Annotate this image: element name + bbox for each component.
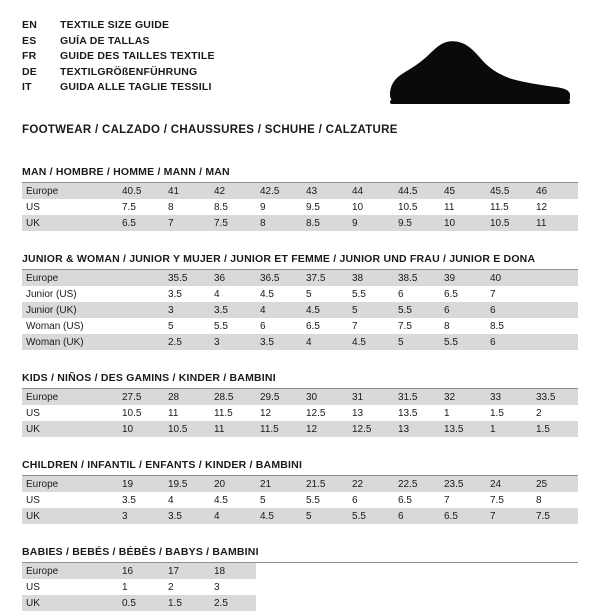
size-group-children <box>22 459 578 524</box>
size-cell-empty <box>486 579 532 595</box>
size-cell <box>532 270 578 286</box>
size-cell: 6 <box>352 494 358 506</box>
size-cell: 27.5 <box>118 389 164 405</box>
size-cell: 5.5 <box>348 508 394 524</box>
size-cell: 40.5 <box>118 183 164 199</box>
size-cell: 5 <box>260 494 266 506</box>
size-cell <box>532 286 578 302</box>
size-cell: 7.5 <box>532 508 578 524</box>
size-cell-empty <box>440 595 486 611</box>
language-row <box>22 34 215 50</box>
size-cell-empty <box>440 563 486 579</box>
size-cell: 19 <box>118 476 164 492</box>
size-cell: 10 <box>118 421 164 437</box>
language-code: DE <box>22 65 37 78</box>
size-cell: 4.5 <box>256 508 302 524</box>
row-label: UK <box>22 421 118 437</box>
size-cell: 46 <box>532 183 578 199</box>
language-title: GUIDE DES TAILLES TEXTILE <box>60 50 215 62</box>
size-cell: 10.5 <box>486 215 532 231</box>
size-cell: 11 <box>532 215 578 231</box>
size-cell: 40 <box>486 270 532 286</box>
size-cell: 45.5 <box>486 183 532 199</box>
table-row <box>22 334 578 350</box>
size-cell-empty <box>256 563 302 579</box>
size-cell: 36 <box>210 270 256 286</box>
size-table <box>22 183 578 231</box>
size-group-babies <box>22 546 578 611</box>
size-cell: 2.5 <box>164 334 210 350</box>
size-cell <box>532 302 578 318</box>
size-cell: 3 <box>210 334 256 350</box>
language-code: IT <box>22 81 32 93</box>
size-cell: 12.5 <box>348 421 394 437</box>
size-cell: 22 <box>348 476 394 492</box>
size-cell: 39 <box>440 270 486 286</box>
language-title-table <box>22 18 215 96</box>
size-cell: 7 <box>444 494 450 506</box>
size-cell-empty <box>486 595 532 611</box>
size-cell: 16 <box>118 563 164 579</box>
size-cell-empty <box>348 579 394 595</box>
size-cell: 3 <box>164 302 210 318</box>
group-title: BABIES / BEBÉS / BÉBÉS / BABYS / BAMBINI <box>22 546 259 558</box>
table-row <box>22 476 578 492</box>
size-cell: 42.5 <box>256 183 302 199</box>
size-cell: 13.5 <box>440 421 486 437</box>
size-cell-empty <box>348 563 394 579</box>
size-table <box>22 476 578 524</box>
size-cell: 8.5 <box>302 215 348 231</box>
size-cell: 2 <box>168 581 174 593</box>
size-cell: 0.5 <box>118 595 164 611</box>
size-cell: 2 <box>536 407 542 419</box>
size-cell-empty <box>394 563 440 579</box>
table-row <box>22 508 578 524</box>
row-label: US <box>26 494 40 506</box>
size-cell: 6 <box>394 508 440 524</box>
size-cell: 4 <box>210 508 256 524</box>
size-cell: 6 <box>398 288 404 300</box>
size-cell: 7.5 <box>398 320 412 332</box>
size-cell: 8 <box>168 201 174 213</box>
size-cell <box>118 286 164 302</box>
size-cell: 7.5 <box>210 215 256 231</box>
size-cell: 13 <box>394 421 440 437</box>
language-title: TEXTILGRÖßENFÜHRUNG <box>60 65 198 78</box>
size-cell: 5 <box>306 288 312 300</box>
size-cell: 4.5 <box>302 302 348 318</box>
size-cell: 1 <box>444 407 450 419</box>
size-cell: 10 <box>440 215 486 231</box>
table-row <box>22 595 578 611</box>
language-row <box>22 65 215 81</box>
size-cell: 31 <box>348 389 394 405</box>
size-cell: 8 <box>536 494 542 506</box>
size-cell <box>118 270 164 286</box>
size-cell: 6.5 <box>444 288 458 300</box>
size-cell: 7 <box>352 320 358 332</box>
size-cell: 5.5 <box>306 494 320 506</box>
size-cell: 10.5 <box>164 421 210 437</box>
size-cell-empty <box>348 595 394 611</box>
size-cell: 32 <box>440 389 486 405</box>
size-cell: 33.5 <box>532 389 578 405</box>
size-cell-empty <box>256 579 302 595</box>
size-cell: 4.5 <box>348 334 394 350</box>
size-cell: 9.5 <box>306 201 320 213</box>
row-label: Junior (US) <box>26 288 77 300</box>
row-label: Woman (UK) <box>22 334 118 350</box>
size-cell: 11 <box>168 407 179 419</box>
table-row <box>22 215 578 231</box>
group-title: KIDS / NIÑOS / DES GAMINS / KINDER / BAMBINI <box>22 372 276 384</box>
table-row <box>22 579 578 595</box>
size-cell: 12 <box>536 201 548 213</box>
size-cell: 3.5 <box>168 288 182 300</box>
group-title: JUNIOR & WOMAN / JUNIOR Y MUJER / JUNIOR ET FEMME / JUNIOR UND FRAU / JUNIOR E DONA <box>22 253 536 265</box>
size-cell: 42 <box>210 183 256 199</box>
size-cell: 11.5 <box>256 421 302 437</box>
row-label: UK <box>22 215 118 231</box>
size-cell: 1 <box>486 421 532 437</box>
table-row <box>22 270 578 286</box>
size-cell: 11.5 <box>214 407 233 419</box>
row-label: Europe <box>22 389 118 405</box>
size-group-kids <box>22 372 578 437</box>
language-title: GUÍA DE TALLAS <box>60 34 150 47</box>
size-cell: 6 <box>260 320 266 332</box>
size-cell: 8 <box>444 320 450 332</box>
size-cell: 44 <box>348 183 394 199</box>
language-row <box>22 49 215 65</box>
language-title: TEXTILE SIZE GUIDE <box>60 19 170 31</box>
row-label: Europe <box>22 183 118 199</box>
group-title: MAN / HOMBRE / HOMME / MANN / MAN <box>22 166 230 178</box>
size-cell: 3.5 <box>164 508 210 524</box>
size-table <box>22 563 578 611</box>
size-cell: 23.5 <box>440 476 486 492</box>
size-cell <box>118 334 164 350</box>
size-cell <box>118 302 164 318</box>
size-cell: 4.5 <box>214 494 228 506</box>
size-cell: 9 <box>260 201 266 213</box>
table-row <box>22 492 578 508</box>
size-cell <box>118 318 164 334</box>
size-cell-empty <box>486 563 532 579</box>
size-cell: 33 <box>486 389 532 405</box>
size-cell: 3.5 <box>256 334 302 350</box>
language-title-rows <box>22 18 215 96</box>
size-cell: 19.5 <box>164 476 210 492</box>
size-group-man <box>22 166 578 231</box>
size-cell: 12.5 <box>306 407 326 419</box>
size-cell <box>532 318 578 334</box>
row-label: Junior (UK) <box>22 302 118 318</box>
size-cell: 7 <box>490 288 496 300</box>
table-row <box>22 563 578 579</box>
row-label: Woman (US) <box>26 320 84 332</box>
size-cell: 3.5 <box>210 302 256 318</box>
row-label: US <box>26 581 40 593</box>
size-cell: 38.5 <box>394 270 440 286</box>
size-cell: 17 <box>164 563 210 579</box>
size-cell: 6.5 <box>306 320 320 332</box>
size-cell: 1.5 <box>490 407 504 419</box>
size-cell: 29.5 <box>256 389 302 405</box>
language-row <box>22 18 215 34</box>
table-row <box>22 318 578 334</box>
size-cell: 12 <box>260 407 272 419</box>
row-label: Europe <box>22 563 118 579</box>
size-cell: 4 <box>168 494 174 506</box>
table-row <box>22 286 578 302</box>
size-cell: 41 <box>164 183 210 199</box>
size-cell: 22.5 <box>394 476 440 492</box>
size-cell: 8 <box>256 215 302 231</box>
size-cell: 12 <box>302 421 348 437</box>
size-cell: 38 <box>348 270 394 286</box>
size-cell: 5.5 <box>440 334 486 350</box>
size-cell: 5 <box>348 302 394 318</box>
size-cell-empty <box>302 595 348 611</box>
size-cell: 6.5 <box>398 494 412 506</box>
size-cell: 5.5 <box>352 288 366 300</box>
row-label: Europe <box>22 476 118 492</box>
size-cell: 11.5 <box>490 201 509 213</box>
table-row <box>22 199 578 215</box>
size-cell: 4.5 <box>260 288 274 300</box>
table-row <box>22 421 578 437</box>
size-cell: 25 <box>532 476 578 492</box>
size-cell-empty <box>302 579 348 595</box>
size-cell: 44.5 <box>394 183 440 199</box>
size-cell: 36.5 <box>256 270 302 286</box>
size-cell: 5 <box>302 508 348 524</box>
size-cell: 10 <box>352 201 364 213</box>
size-cell: 28.5 <box>210 389 256 405</box>
size-cell: 4 <box>302 334 348 350</box>
language-title: GUIDA ALLE TAGLIE TESSILI <box>60 81 212 93</box>
dress-shoe-icon <box>384 32 572 110</box>
row-label: US <box>26 201 40 213</box>
size-cell: 37.5 <box>302 270 348 286</box>
size-cell: 10.5 <box>398 201 418 213</box>
size-cell: 2.5 <box>210 595 256 611</box>
table-row <box>22 405 578 421</box>
size-cell: 11 <box>210 421 256 437</box>
size-cell: 31.5 <box>394 389 440 405</box>
size-cell: 6 <box>440 302 486 318</box>
row-label: US <box>26 407 40 419</box>
size-cell-empty <box>302 563 348 579</box>
table-row <box>22 302 578 318</box>
size-cell: 45 <box>440 183 486 199</box>
size-cell: 7 <box>164 215 210 231</box>
row-label: Europe <box>22 270 118 286</box>
size-cell <box>532 334 578 350</box>
size-cell: 21 <box>256 476 302 492</box>
size-cell: 11 <box>444 201 455 213</box>
size-cell-empty <box>394 595 440 611</box>
size-cell: 10.5 <box>122 407 142 419</box>
size-cell: 3 <box>118 508 164 524</box>
document-header <box>22 18 578 110</box>
language-code: EN <box>22 19 37 31</box>
group-title: CHILDREN / INFANTIL / ENFANTS / KINDER / BAMBINI <box>22 459 303 471</box>
size-cell: 6 <box>486 334 532 350</box>
size-cell: 7 <box>486 508 532 524</box>
row-label: UK <box>22 508 118 524</box>
size-cell-empty <box>256 595 302 611</box>
size-cell-empty <box>532 595 578 611</box>
size-cell: 18 <box>210 563 256 579</box>
size-cell: 5 <box>168 320 174 332</box>
size-table <box>22 389 578 437</box>
size-cell: 35.5 <box>164 270 210 286</box>
size-cell: 3 <box>214 581 220 593</box>
size-cell: 3.5 <box>122 494 136 506</box>
size-cell: 13.5 <box>398 407 418 419</box>
size-cell: 28 <box>164 389 210 405</box>
size-cell: 9 <box>348 215 394 231</box>
size-cell: 7.5 <box>122 201 136 213</box>
size-cell: 4 <box>214 288 220 300</box>
size-cell: 5.5 <box>394 302 440 318</box>
size-cell: 6.5 <box>440 508 486 524</box>
size-cell: 30 <box>302 389 348 405</box>
size-cell: 1 <box>122 581 128 593</box>
size-group-junior-woman <box>22 253 578 350</box>
size-cell-empty <box>440 579 486 595</box>
size-cell: 8.5 <box>490 320 504 332</box>
size-cell: 20 <box>210 476 256 492</box>
language-code: ES <box>22 34 37 47</box>
size-cell: 1.5 <box>532 421 578 437</box>
size-cell: 13 <box>352 407 364 419</box>
section-banner: FOOTWEAR / CALZADO / CHAUSSURES / SCHUHE / CALZATURE <box>22 124 398 136</box>
row-label: UK <box>22 595 118 611</box>
size-table <box>22 270 578 350</box>
size-cell: 6.5 <box>118 215 164 231</box>
size-cell: 21.5 <box>302 476 348 492</box>
table-row <box>22 183 578 199</box>
size-cell: 7.5 <box>490 494 504 506</box>
language-code: FR <box>22 50 37 62</box>
size-cell: 5 <box>394 334 440 350</box>
size-cell: 8.5 <box>214 201 228 213</box>
size-cell: 4 <box>256 302 302 318</box>
size-cell: 5.5 <box>214 320 228 332</box>
size-cell: 1.5 <box>164 595 210 611</box>
size-cell-empty <box>532 563 578 579</box>
size-cell: 24 <box>486 476 532 492</box>
language-row <box>22 80 215 96</box>
size-cell-empty <box>532 579 578 595</box>
size-cell: 6 <box>486 302 532 318</box>
size-cell: 9.5 <box>394 215 440 231</box>
size-cell: 43 <box>302 183 348 199</box>
table-row <box>22 389 578 405</box>
size-cell-empty <box>394 579 440 595</box>
